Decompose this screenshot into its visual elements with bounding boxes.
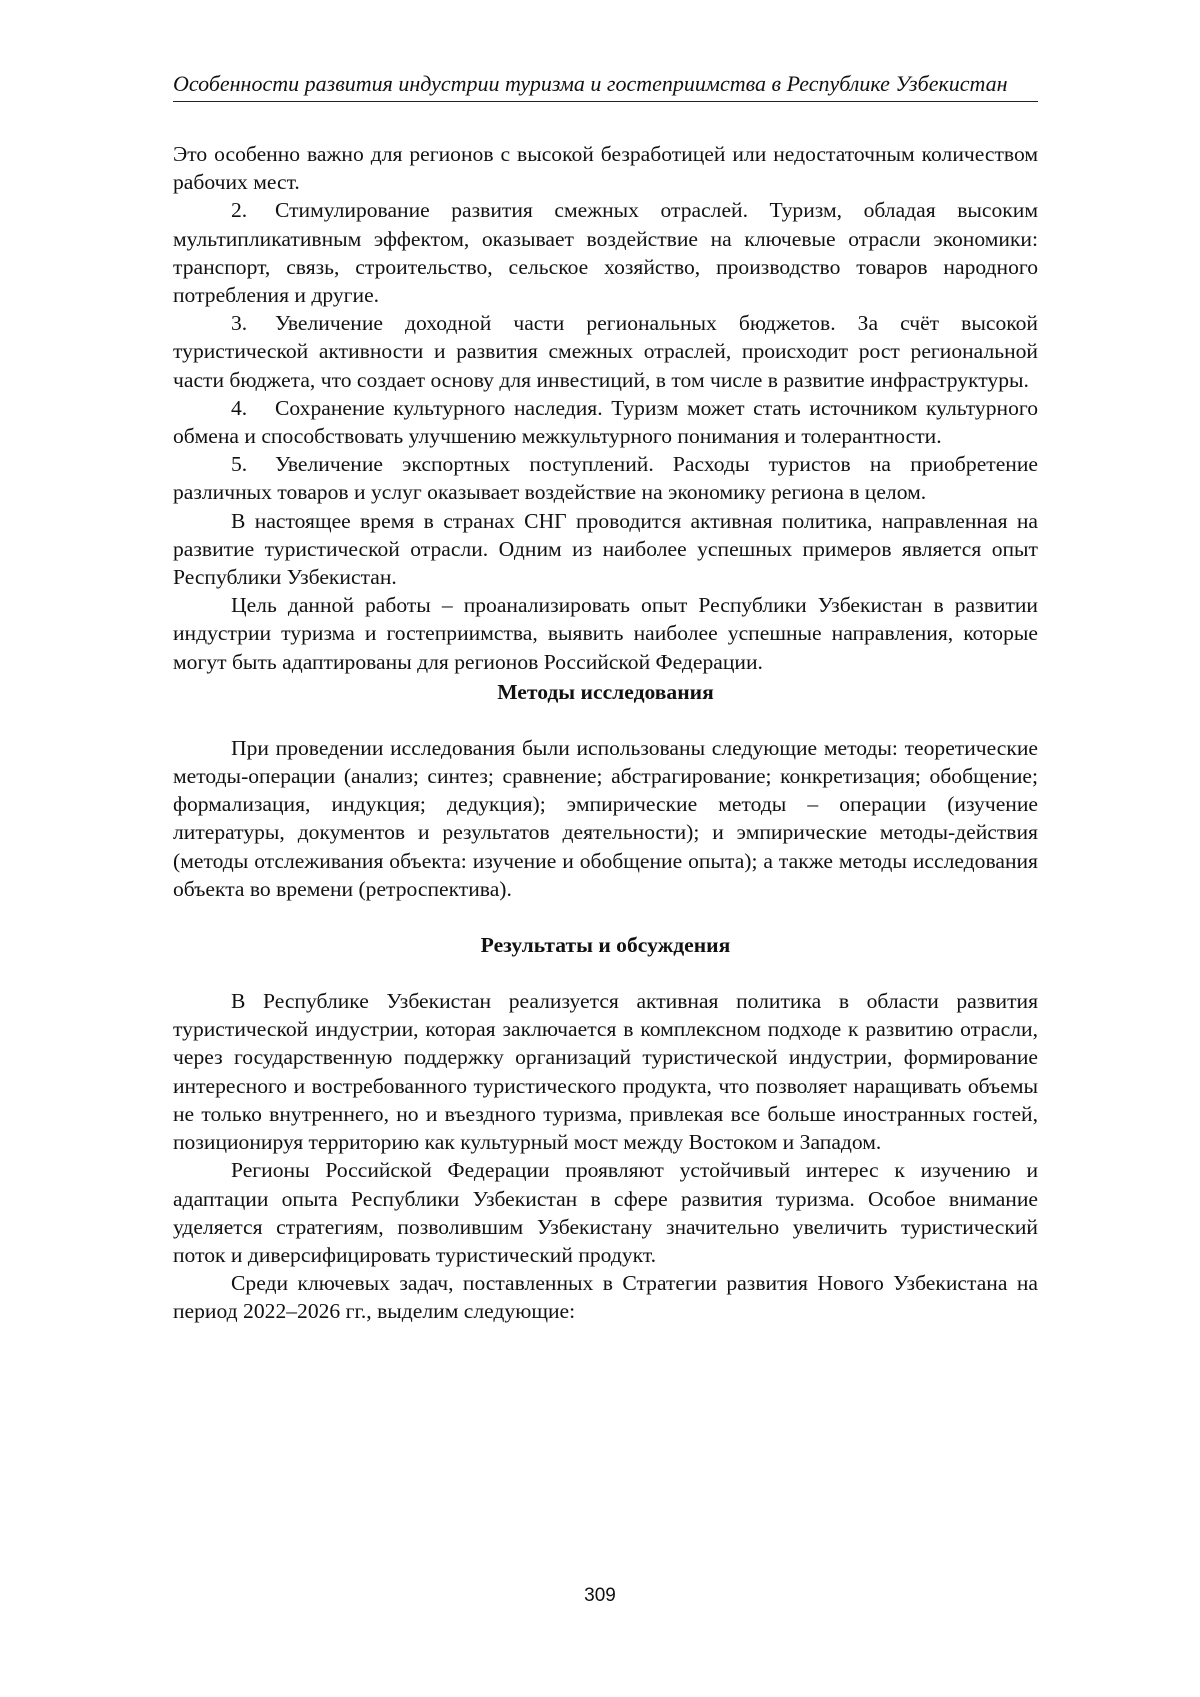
page-number: 309 [584,1585,616,1606]
section-heading-results: Результаты и обсуждения [480,933,731,958]
list-item-2: 2. Стимулирование развития смежных отраслей. Туризм, обладая высоким мультипликативным эффектом, оказывает воздействие на ключевые отрасли экономики: транспорт, связь, строительство, сельское хозяйство, производство товаров народного потребления и другие. [173,198,1038,308]
section-heading-methods: Методы исследования [497,679,714,704]
paragraph-cis-policy: В настоящее время в странах СНГ проводится активная политика, направленная на развитие туристической отрасли. Одним из наиболее успешных примеров является опыт Республики Узбекистан. [173,508,1038,590]
page [173,70,1038,1326]
body-text [173,140,1038,1326]
paragraph-results-3: Среди ключевых задач, поставленных в Стратегии развития Нового Узбекистана на период 2022–2026 гг., выделим следующие: [173,1271,1038,1324]
paragraph-continuation: Это особенно важно для регионов с высокой безработицей или недостаточным количеством рабочих мест. [173,142,1038,195]
paragraph-methods: При проведении исследования были использованы следующие методы: теоретические методы-операции (анализ; синтез; сравнение; абстрагирование; конкретизация; обобщение; формализация, индукция; дедукция); эмпирические методы – операции (изучение литературы, документов и результатов деятельности); и эмпирические методы-действия (методы отслеживания объекта: изучение и обобщение опыта); а также методы исследования объекта во времени (ретроспектива). [173,735,1038,901]
list-item-5: 5. Увеличение экспортных поступлений. Расходы туристов на приобретение различных товаров и услуг оказывает воздействие на экономику региона в целом. [173,452,1038,505]
running-header: Особенности развития индустрии туризма и гостеприимства в Республике Узбекистан [173,70,1038,102]
paragraph-results-1: В Республике Узбекистан реализуется активная политика в области развития туристической индустрии, которая заключается в комплексном подходе к развитию отрасли, через государственную поддержку организаций туристической индустрии, формирование интересного и востребованного туристического продукта, что позволяет наращивать объемы не только внутреннего, но и въездного туризма, привлекая все больше иностранных гостей, позиционируя территорию как культурный мост между Востоком и Западом. [173,989,1038,1155]
paragraph-results-2: Регионы Российской Федерации проявляют устойчивый интерес к изучению и адаптации опыта Республики Узбекистан в сфере развития туризма. Особое внимание уделяется стратегиям, позволившим Узбекистану значительно увеличить туристический поток и диверсифицировать туристический продукт. [173,1158,1038,1267]
list-item-4: 4. Сохранение культурного наследия. Туризм может стать источником культурного обмена и способствовать улучшению межкультурного понимания и толерантности. [173,395,1038,449]
list-item-3: 3. Увеличение доходной части региональных бюджетов. За счёт высокой туристической активности и развития смежных отраслей, происходит рост региональной части бюджета, что создает основу для инвестиций, в том числе в развитие инфраструктуры. [173,311,1038,392]
paragraph-goal: Цель данной работы – проанализировать опыт Республики Узбекистан в развитии индустрии туризма и гостеприимства, выявить наиболее успешные направления, которые могут быть адаптированы для регионов Российской Федерации. [173,593,1038,674]
